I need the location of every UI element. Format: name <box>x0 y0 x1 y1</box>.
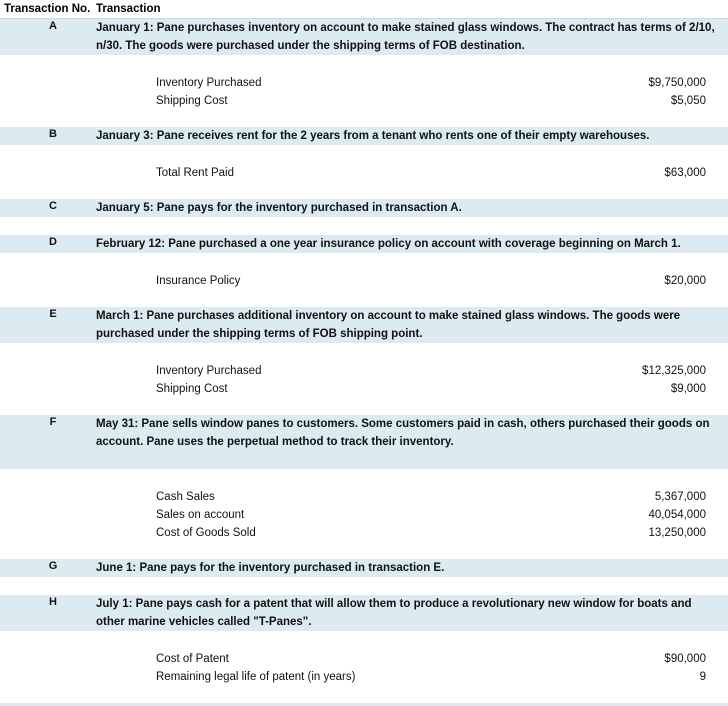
item-value-b-1: $63,000 <box>664 167 706 179</box>
item-label-e-1: Inventory Purchased <box>156 365 262 377</box>
transaction-id-d: D <box>49 236 57 248</box>
transaction-id-g: G <box>48 560 58 572</box>
item-value-e-2: $9,000 <box>670 383 706 395</box>
transaction-id-a: A <box>49 20 57 32</box>
item-label-f-2: Sales on account <box>156 509 245 521</box>
item-value-f-3: 13,250,000 <box>648 527 706 539</box>
transaction-id-c: C <box>49 200 57 212</box>
item-label-h-1: Cost of Patent <box>156 653 229 665</box>
item-value-h-1: $90,000 <box>664 653 706 665</box>
transaction-desc-b: January 3: Pane receives rent for the 2 years from a tenant who rents one of their empty warehouses. <box>96 130 650 142</box>
item-label-b-1: Total Rent Paid <box>156 167 234 179</box>
item-label-h-2: Remaining legal life of patent (in years) <box>156 671 356 683</box>
item-label-e-2: Shipping Cost <box>156 383 228 395</box>
transaction-desc-f: May 31: Pane sells window panes to customers. Some customers paid in cash, others purchased their goods on account. Pane uses the perpetual method to track their inventory. <box>96 418 710 448</box>
item-value-a-2: $5,050 <box>670 95 706 107</box>
item-label-f-3: Cost of Goods Sold <box>156 527 256 539</box>
item-value-a-1: $9,750,000 <box>648 77 706 89</box>
transaction-id-b: B <box>49 128 57 140</box>
item-label-d-1: Insurance Policy <box>156 275 241 287</box>
transaction-desc-g: June 1: Pane pays for the inventory purchased in transaction E. <box>96 562 445 574</box>
item-value-d-1: $20,000 <box>664 275 706 287</box>
transaction-desc-c: January 5: Pane pays for the inventory purchased in transaction A. <box>96 202 462 214</box>
item-value-f-1: 5,367,000 <box>654 491 706 503</box>
transaction-desc-h: July 1: Pane pays cash for a patent that will allow them to produce a revolutionary new window for boats and other marine vehicles called "T-Panes". <box>96 598 692 628</box>
item-label-f-1: Cash Sales <box>156 491 215 503</box>
item-label-a-2: Shipping Cost <box>156 95 228 107</box>
header-transaction: Transaction <box>96 3 161 15</box>
header-transaction-no: Transaction No. <box>4 3 91 15</box>
transaction-id-e: E <box>49 308 57 320</box>
item-value-f-2: 40,054,000 <box>648 509 706 521</box>
item-label-a-1: Inventory Purchased <box>156 77 262 89</box>
transaction-desc-d: February 12: Pane purchased a one year insurance policy on account with coverage beginning on March 1. <box>96 238 681 250</box>
item-value-h-2: 9 <box>699 671 706 683</box>
transaction-id-h: H <box>49 596 57 608</box>
transaction-desc-e: March 1: Pane purchases additional inventory on account to make stained glass windows. The goods were purchased under the shipping terms of FOB shipping point. <box>96 310 681 340</box>
item-value-e-1: $12,325,000 <box>642 365 706 377</box>
transaction-desc-a: January 1: Pane purchases inventory on account to make stained glass windows. The contract has terms of 2/10, n/30. The goods were purchased under the shipping terms of FOB destination. <box>96 22 715 52</box>
transaction-id-f: F <box>49 416 57 428</box>
